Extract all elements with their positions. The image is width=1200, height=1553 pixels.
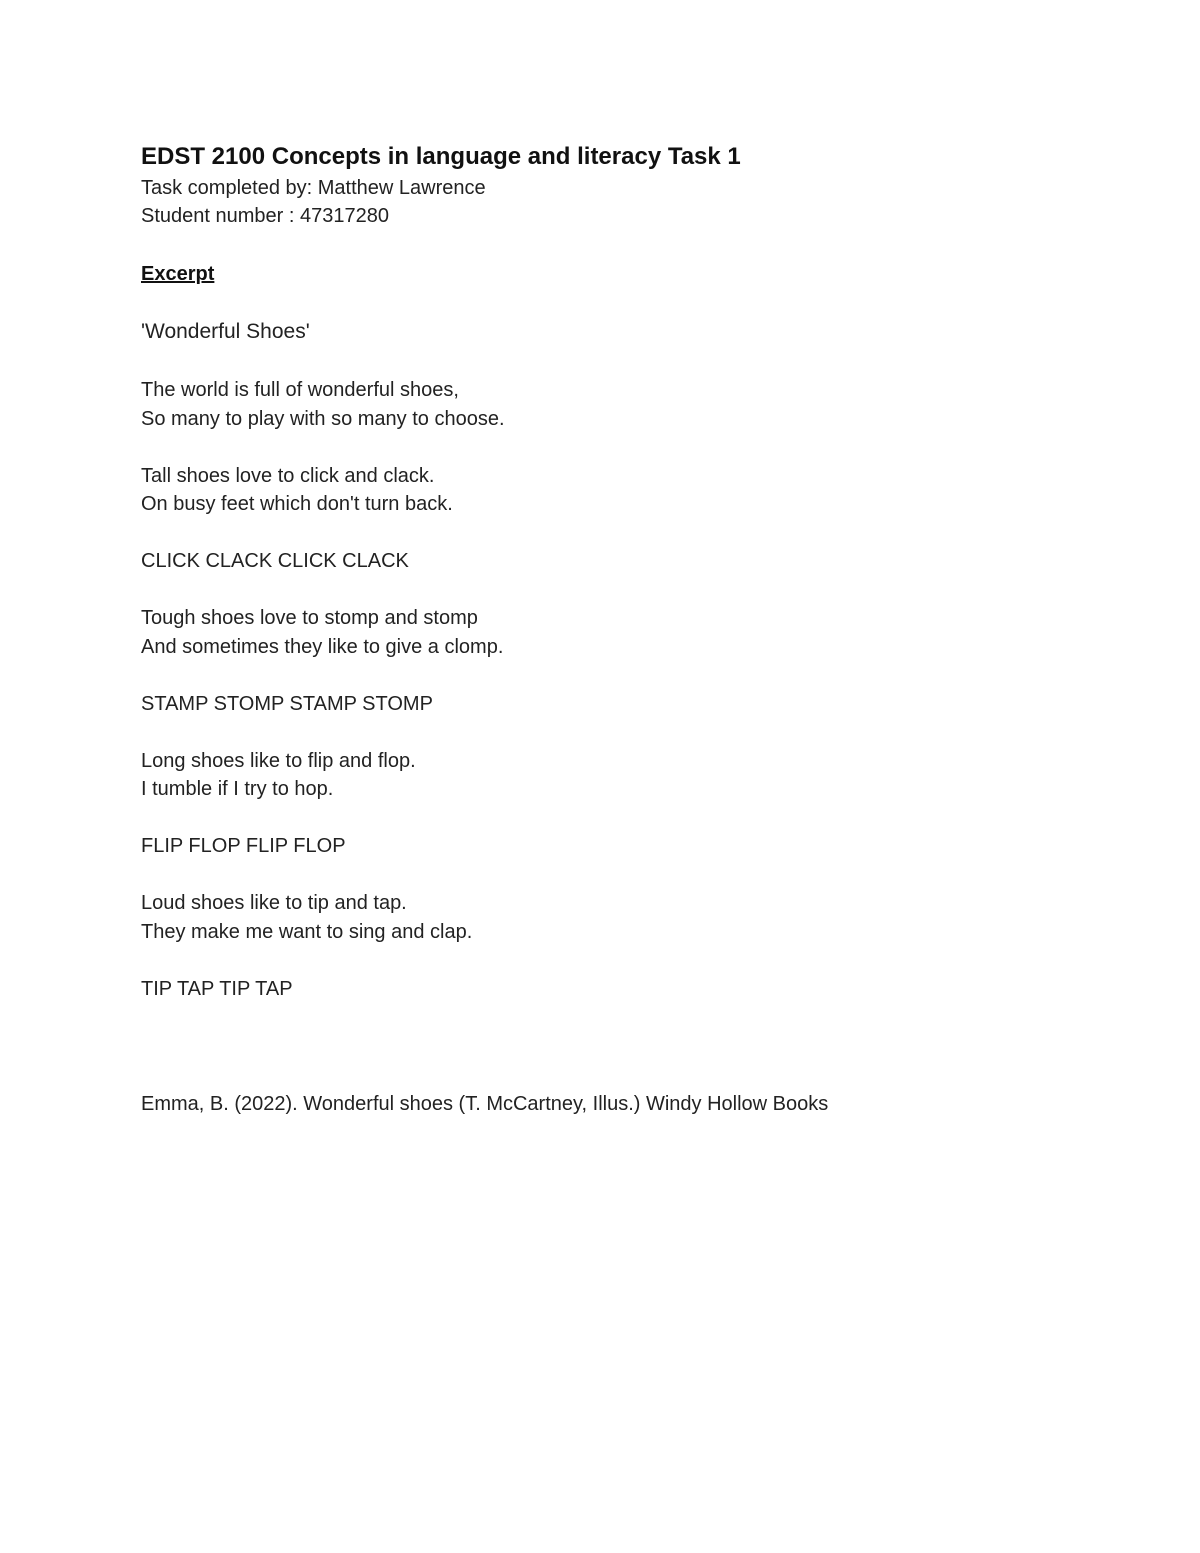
- document-title: EDST 2100 Concepts in language and literacy Task 1: [141, 143, 741, 170]
- poem-refrain: CLICK CLACK CLICK CLACK: [141, 550, 409, 572]
- poem-refrain: TIP TAP TIP TAP: [141, 978, 293, 1000]
- section-heading-excerpt: Excerpt: [141, 263, 215, 285]
- poem-title: 'Wonderful Shoes': [141, 320, 310, 343]
- poem-line: They make me want to sing and clap.: [141, 921, 473, 943]
- poem-refrain: FLIP FLOP FLIP FLOP: [141, 835, 346, 857]
- poem-refrain: STAMP STOMP STAMP STOMP: [141, 693, 433, 715]
- poem-line: The world is full of wonderful shoes,: [141, 379, 459, 401]
- poem-line: Long shoes like to flip and flop.: [141, 750, 416, 772]
- poem-line: I tumble if I try to hop.: [141, 778, 334, 800]
- reference-citation: Emma, B. (2022). Wonderful shoes (T. McCartney, Illus.) Windy Hollow Books: [141, 1093, 829, 1115]
- student-number: Student number : 47317280: [141, 205, 389, 227]
- poem-line: Tall shoes love to click and clack.: [141, 465, 435, 487]
- poem-line: Tough shoes love to stomp and stomp: [141, 607, 478, 629]
- poem-line: Loud shoes like to tip and tap.: [141, 892, 407, 914]
- poem-line: So many to play with so many to choose.: [141, 408, 505, 430]
- poem-line: On busy feet which don't turn back.: [141, 493, 453, 515]
- completed-by: Task completed by: Matthew Lawrence: [141, 177, 486, 199]
- poem-line: And sometimes they like to give a clomp.: [141, 636, 504, 658]
